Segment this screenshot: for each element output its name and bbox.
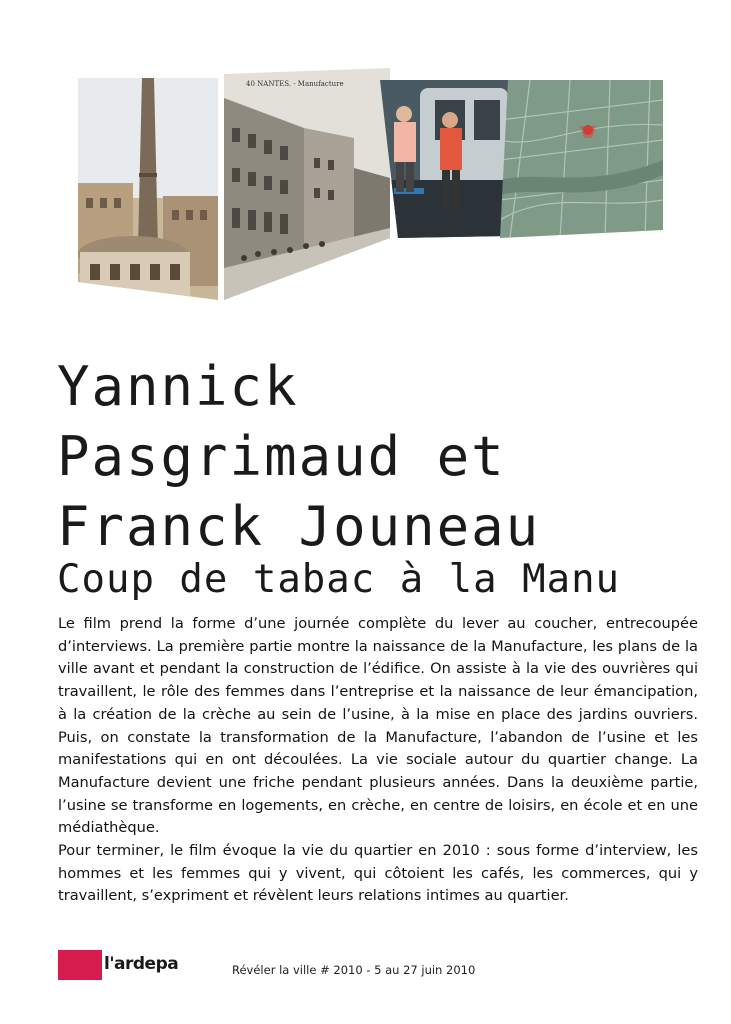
description-paragraph-2: Pour terminer, le film évoque la vie du quartier en 2010 : sous forme d’interview, les hommes et les femmes qui y vivent, qui côtoient les cafés, les commerces, qui y travaillent, s’expriment et révèlent leurs relations intimes au quartier. bbox=[58, 842, 698, 905]
film-description bbox=[58, 613, 698, 908]
title-line-2: Pasgrimaud et bbox=[57, 425, 506, 488]
logo-block-icon bbox=[58, 950, 102, 980]
photo-banner bbox=[78, 68, 663, 300]
description-paragraph-1: Le film prend la forme d’une journée complète du lever au coucher, entrecoupée d’interviews. La première partie montre la naissance de la Manufacture, les plans de la ville avant et pendant la construction de l’édifice. On assiste à la vie des ouvrières qui travaillent, le rôle des femmes dans l’entreprise et la naissance de leur émancipation, à la création de la crèche au sein de l’usine, à la mise en place des jardins ouvriers. Puis, on constate la transformation de la Manufacture, l’abandon de l’usine et les manifestations qui en ont découlées. La vie sociale autour du quartier change. La Manufacture devient une friche pendant plusieurs années. Dans la deuxième partie, l’usine se transforme en logements, en crèche, en centre de loisirs, en école et en une médiathèque. bbox=[58, 615, 698, 837]
manufacture-postcard bbox=[224, 68, 390, 300]
title-line-3: Franck Jouneau bbox=[57, 495, 541, 558]
film-subtitle: Coup de tabac à la Manu bbox=[57, 557, 621, 602]
postcard-caption: 40 NANTES. - Manufacture bbox=[246, 80, 344, 88]
chimney-photo bbox=[78, 78, 218, 300]
logo-text: l'ardepa bbox=[104, 954, 179, 974]
title-line-1: Yannick bbox=[57, 355, 299, 418]
page-title bbox=[57, 352, 697, 562]
district-map bbox=[500, 80, 663, 238]
stage-performance-photo bbox=[380, 80, 508, 238]
event-footer: Révéler la ville # 2010 - 5 au 27 juin 2010 bbox=[232, 963, 476, 977]
ardepa-logo bbox=[58, 950, 178, 980]
